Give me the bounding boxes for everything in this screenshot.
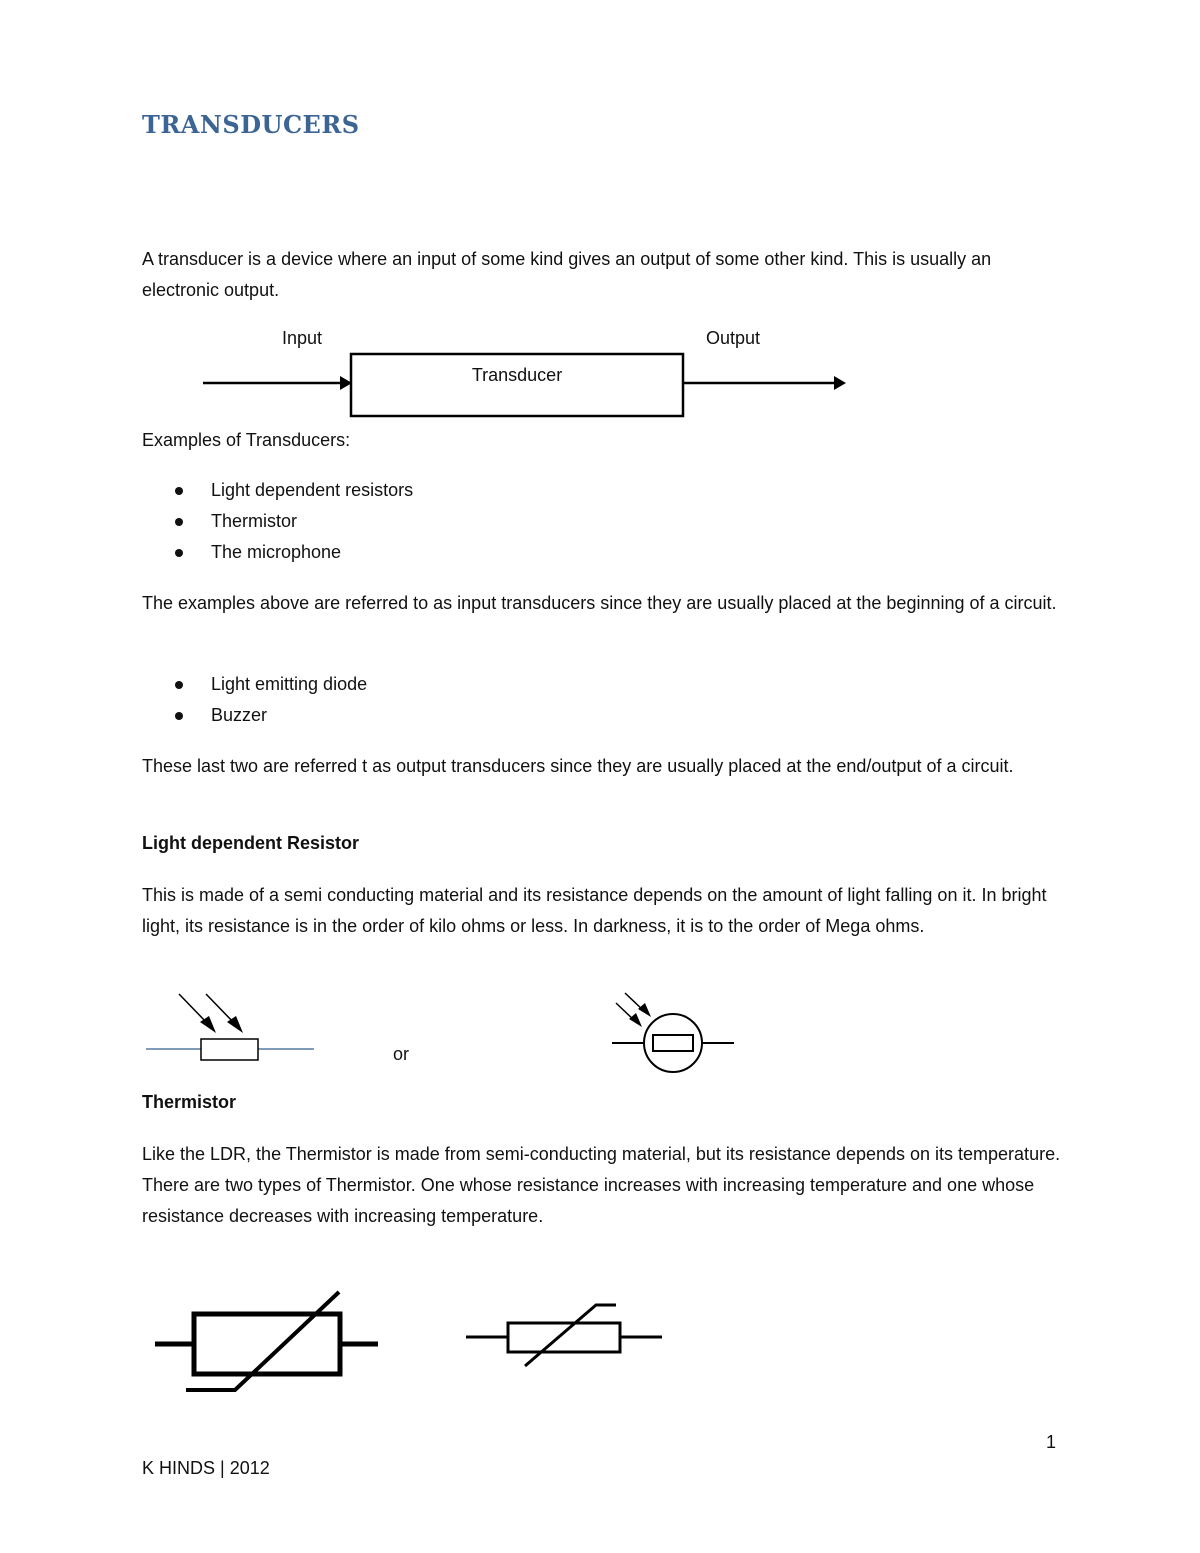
ldr-paragraph: This is made of a semi conducting material and its resistance depends on the amount of light falling on it. In bright light, its resistance is in the order of kilo ohms or less. In darkness, it is to the order of Mega ohms. [142, 885, 1047, 936]
list-item: The microphone [142, 537, 413, 568]
list-item: Light emitting diode [142, 669, 367, 700]
page-number: 1 [1046, 1432, 1057, 1452]
list-item: Buzzer [142, 700, 367, 731]
output-note-paragraph: These last two are referred t as output transducers since they are usually placed at the end/output of a circuit. [142, 756, 1014, 776]
page-title: TRANSDUCERS [142, 110, 360, 139]
transducer-box-label: Transducer [471, 365, 563, 385]
list-item: Light dependent resistors [142, 475, 413, 506]
diagram-output-label: Output [706, 328, 761, 348]
ldr-heading: Light dependent Resistor [142, 833, 360, 853]
intro-paragraph: A transducer is a device where an input of some kind gives an output of some other kind. This is usually an electronic output. [142, 249, 992, 300]
thermistor-symbol-small [466, 1305, 662, 1366]
list-item: Thermistor [142, 506, 413, 537]
thermistor-paragraph: Like the LDR, the Thermistor is made from semi-conducting material, but its resistance depends on its temperature. There are two types of Thermistor. One whose resistance increases with increasing temperature and one whose resistance decreases with increasing temperature. [142, 1144, 1061, 1226]
diagram-input-label: Input [282, 328, 323, 348]
footer-author: K HINDS | 2012 [142, 1458, 270, 1478]
thermistor-symbol-large [155, 1292, 378, 1390]
ldr-or-label: or [393, 1044, 410, 1064]
examples-heading: Examples of Transducers: [142, 430, 351, 450]
input-note-paragraph: The examples above are referred to as input transducers since they are usually placed at the beginning of a circuit. [142, 593, 1057, 613]
thermistor-heading: Thermistor [142, 1092, 237, 1112]
